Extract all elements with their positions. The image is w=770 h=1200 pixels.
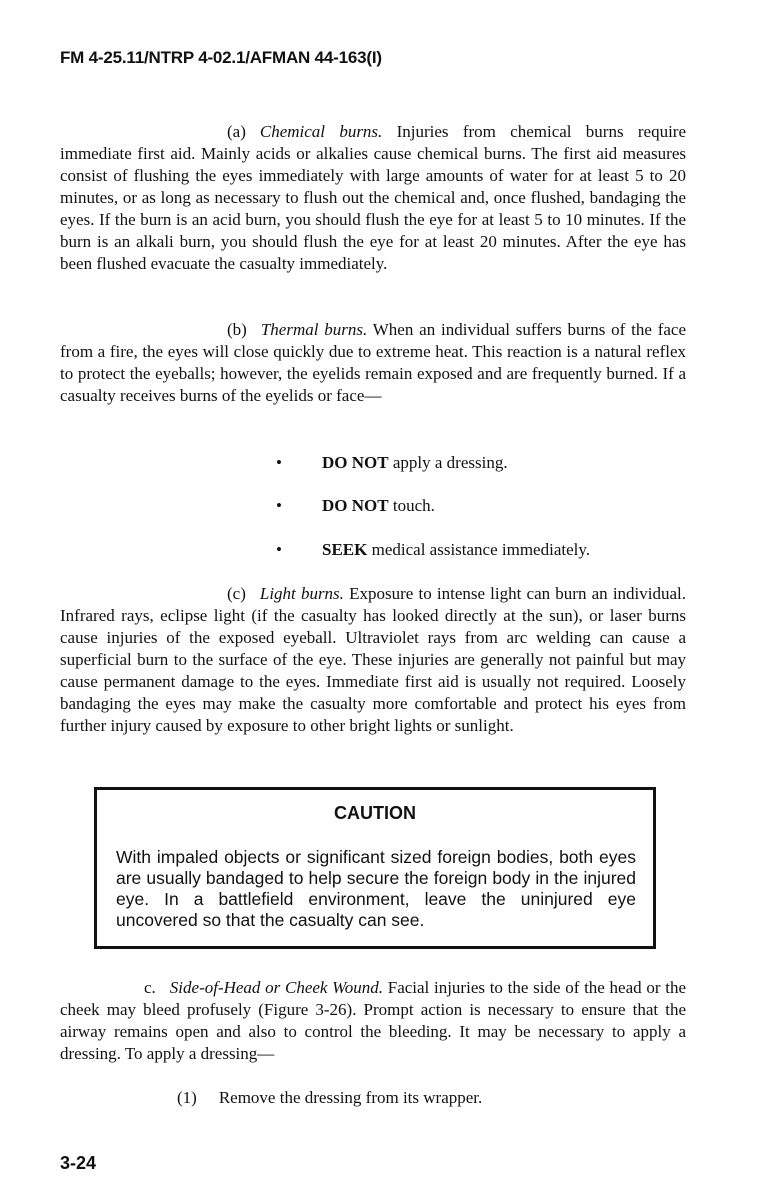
- chemical-burns-title: Chemical burns.: [259, 122, 383, 141]
- bullet-text: touch.: [392, 496, 435, 515]
- light-burns-title: Light burns.: [259, 584, 344, 603]
- caution-text: With impaled objects or significant sized foreign bodies, both eyes are usually bandaged to help secure the foreign body in the injured eye. In a battlefield environment, leave the uninjured eye uncovered so that the casualty can see.: [116, 847, 636, 930]
- page-number: 3-24: [60, 1153, 97, 1173]
- bullet-mark: •: [276, 496, 282, 515]
- step-1: [177, 1087, 482, 1109]
- bullet-text: apply a dressing.: [392, 453, 508, 472]
- bullet-bold: SEEK: [322, 540, 368, 559]
- light-burns-paragraph: [60, 583, 686, 737]
- side-of-head-title: Side-of-Head or Cheek Wound.: [169, 978, 384, 997]
- bullet-item: [276, 452, 696, 474]
- bullet-item: [276, 495, 696, 517]
- bullet-item: [276, 539, 696, 561]
- step-1-text: Remove the dressing from its wrapper.: [218, 1088, 483, 1107]
- thermal-burns-text: When an individual suffers burns of the face from a fire, the eyes will close quickly due to extreme heat. This reaction is a natural reflex to protect the eyeballs; however, the eyelids remain exposed and are frequently burned. If a casualty receives burns of the eyelids or face—: [60, 320, 686, 405]
- side-of-head-text: Facial injuries to the side of the head or the cheek may bleed profusely (Figure 3-26). Prompt action is necessary to ensure that the airway remains open and also to control the bleeding. It may be necessary to apply a dressing. To apply a dressing—: [60, 978, 687, 1063]
- chemical-burns-label: (a): [227, 122, 246, 141]
- light-burns-text: Exposure to intense light can burn an individual. Infrared rays, eclipse light (if the casualty has looked directly at the sun), or laser burns cause injuries of the exposed eyeball. Ultraviolet rays from arc welding can cause a superficial burn to the surface of the eye. These injuries are generally not painful but may cause permanent damage to the eyes. Immediate first aid is usually not required. Loosely bandaging the eyes may make the casualty more comfortable and protect his eyes from further injury caused by exposure to other bright lights or sunlight.: [60, 584, 687, 735]
- side-of-head-paragraph: [60, 977, 686, 1065]
- thermal-burns-paragraph: [60, 319, 686, 407]
- bullet-mark: •: [276, 540, 282, 559]
- bullet-bold: DO NOT: [322, 453, 389, 472]
- chemical-burns-paragraph: [60, 121, 686, 275]
- caution-box: [94, 787, 656, 949]
- caution-title: CAUTION: [334, 803, 416, 823]
- step-1-label: (1): [177, 1088, 197, 1107]
- thermal-burns-label: (b): [227, 320, 247, 339]
- side-of-head-label: c.: [144, 978, 156, 997]
- document-header: FM 4-25.11/NTRP 4-02.1/AFMAN 44-163(I): [60, 48, 382, 67]
- bullet-text: medical assistance immediately.: [371, 540, 591, 559]
- bullet-bold: DO NOT: [322, 496, 389, 515]
- chemical-burns-text: Injuries from chemical burns require immediate first aid. Mainly acids or alkalies cause chemical burns. The first aid measures consist of flushing the eyes immediately with large amounts of water for at least 5 to 20 minutes, or as long as necessary to flush out the chemical and, once flushed, bandaging the eyes. If the burn is an acid burn, you should flush the eye for at least 5 to 10 minutes. If the burn is an alkali burn, you should flush the eye for at least 20 minutes. After the eye has been flushed evacuate the casualty immediately.: [60, 122, 687, 273]
- thermal-burns-title: Thermal burns.: [260, 320, 368, 339]
- light-burns-label: (c): [227, 584, 246, 603]
- bullet-mark: •: [276, 453, 282, 472]
